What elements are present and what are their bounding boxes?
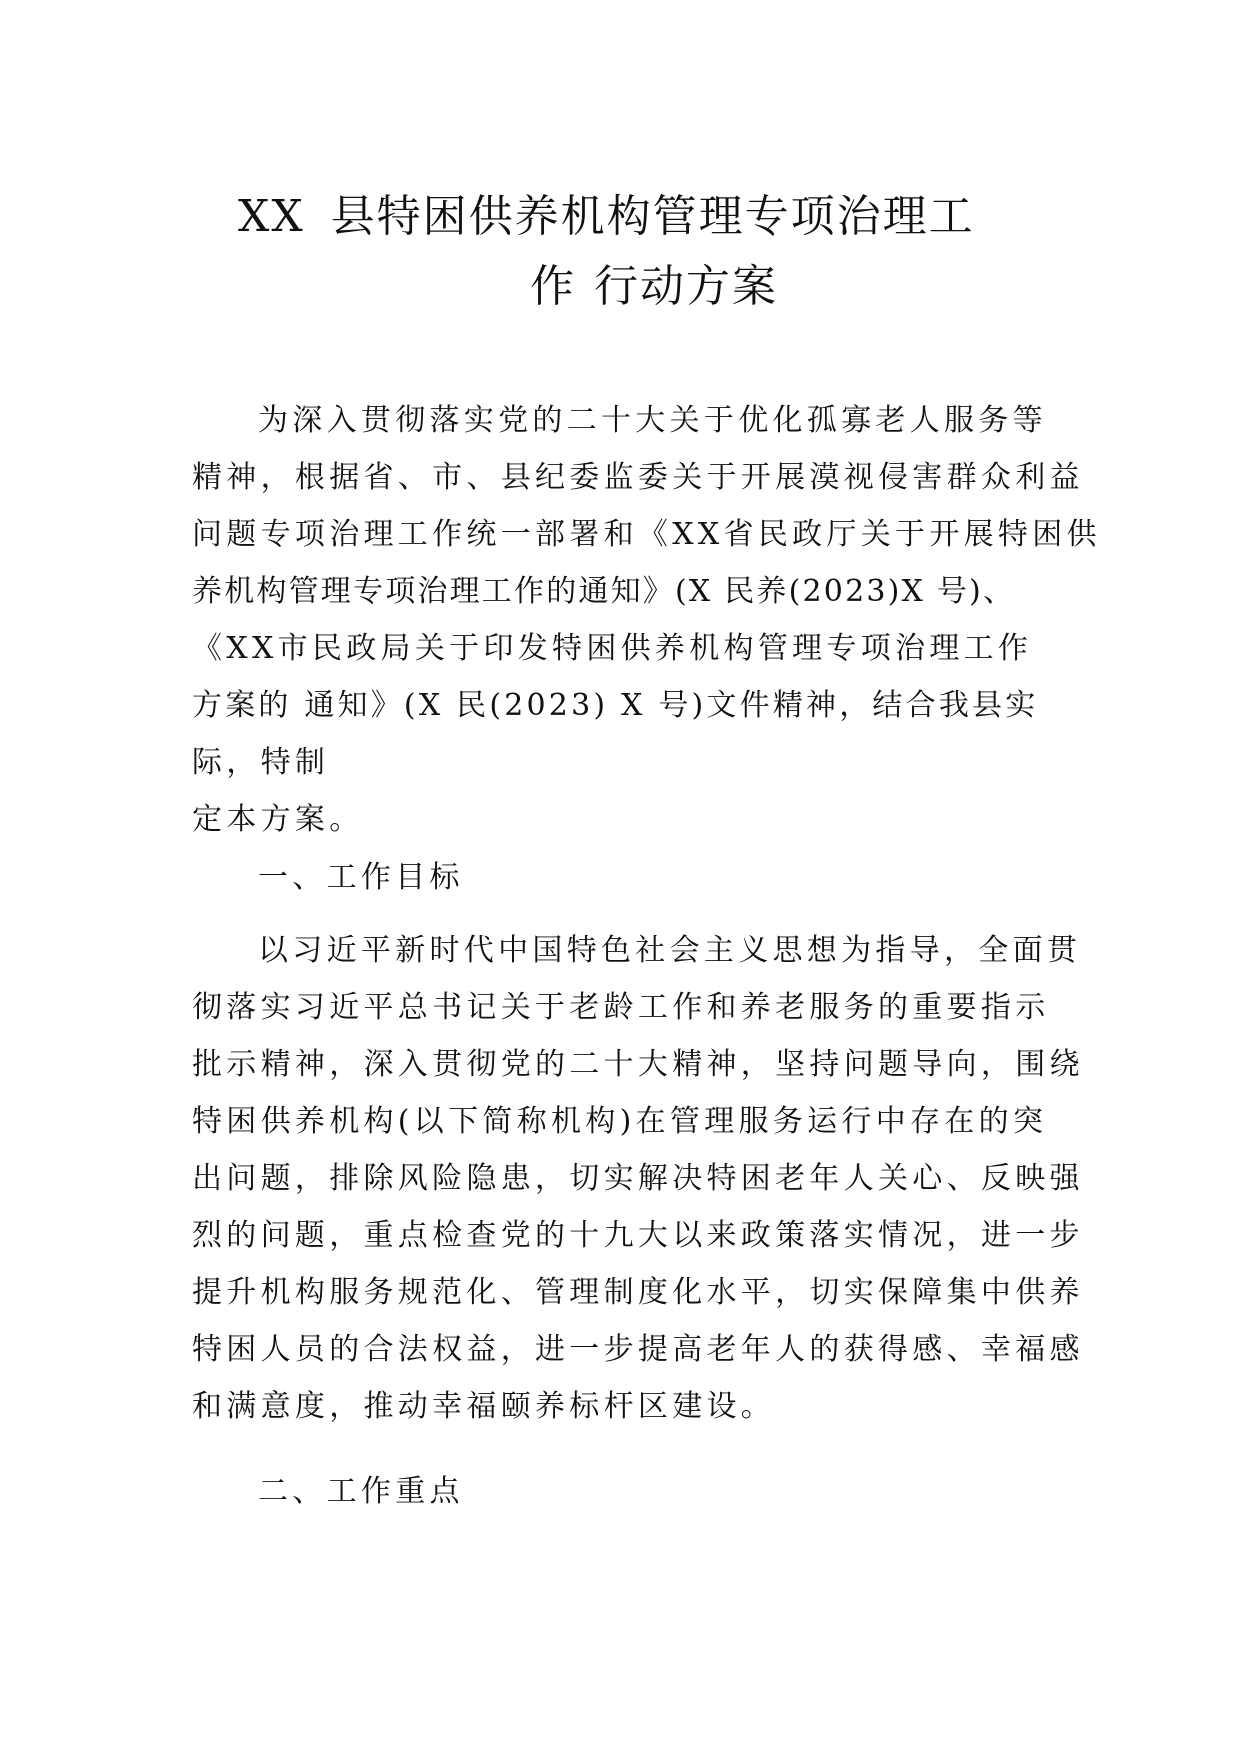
title-prefix: XX	[238, 191, 305, 242]
paragraph-line: 彻落实习近平总书记关于老龄工作和养老服务的重要指示	[192, 990, 1050, 1025]
paragraph-line: 提升机构服务规范化、管理制度化水平，切实保障集中供养	[192, 1275, 1084, 1310]
section-heading-goals: 一、工作目标	[258, 860, 464, 895]
paragraph-line: 方案的 通知》(X 民(2023) X 号)文件精神，结合我县实	[192, 688, 1039, 723]
paragraph-line: 为深入贯彻落实党的二十大关于优化孤寡老人服务等	[258, 403, 1047, 438]
paragraph-line: 批示精神，深入贯彻党的二十大精神，坚持问题导向，围绕	[192, 1047, 1084, 1082]
paragraph-line: 问题专项治理工作统一部署和《XX省民政厅关于开展特困供	[192, 517, 1101, 552]
paragraph-line: 特困人员的合法权益，进一步提高老年人的获得感、幸福感	[192, 1332, 1084, 1367]
section-heading-focus: 二、工作重点	[258, 1474, 464, 1509]
title-text: 县特困供养机构管理专项治理工	[330, 191, 975, 242]
paragraph-line: 养机构管理专项治理工作的通知》(X 民养(2023)X 号)、	[192, 574, 1016, 609]
paragraph-line: 际，特制	[192, 745, 330, 780]
paragraph-line: 以习近平新时代中国特色社会主义思想为指导，全面贯	[258, 933, 1082, 968]
title-line2-part2: 行动方案	[594, 261, 778, 312]
document-title-line-1	[0, 180, 1240, 244]
paragraph-line: 《XX市民政局关于印发特困供养机构管理专项治理工作	[192, 631, 1033, 666]
paragraph-line: 定本方案。	[192, 802, 364, 837]
paragraph-line: 烈的问题，重点检查党的十九大以来政策落实情况，进一步	[192, 1218, 1084, 1253]
document-title-line-2	[0, 250, 1240, 314]
paragraph-line: 和满意度，推动幸福颐养标杆区建设。	[192, 1389, 776, 1424]
paragraph-line: 出问题，排除风险隐患，切实解决特困老年人关心、反映强	[192, 1161, 1084, 1196]
title-line2-part1: 作	[530, 261, 576, 312]
paragraph-line: 特困供养机构(以下简称机构)在管理服务运行中存在的突	[192, 1104, 1048, 1139]
paragraph-line: 精神，根据省、市、县纪委监委关于开展漠视侵害群众利益	[192, 460, 1084, 495]
